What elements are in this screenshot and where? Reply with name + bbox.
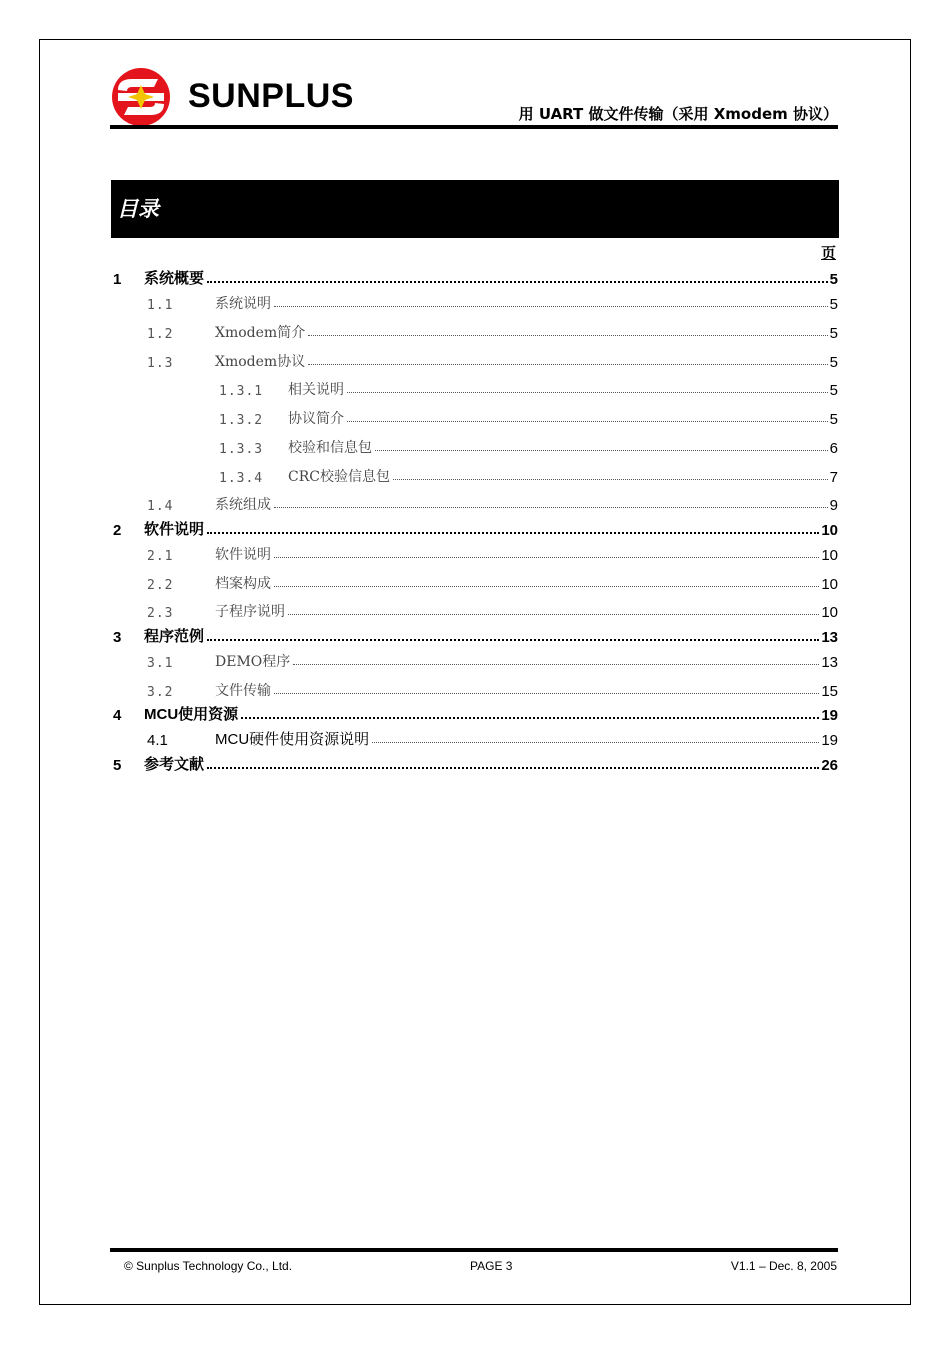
toc-leader-dots xyxy=(207,767,819,769)
toc-entry-page: 5 xyxy=(829,296,838,313)
toc-entry[interactable] xyxy=(147,571,838,593)
toc-entry-label: 子程序说明 xyxy=(215,604,285,620)
toc-entry-number: 4 xyxy=(113,707,122,724)
footer-copyright: © Sunplus Technology Co., Ltd. xyxy=(124,1259,293,1273)
toc-entry[interactable] xyxy=(147,492,838,514)
toc-entry-number: 1.3.2 xyxy=(219,413,264,428)
toc-leader-dots xyxy=(293,664,819,665)
toc-entry-label: Xmodem简介 xyxy=(215,325,306,341)
header-divider xyxy=(110,125,838,129)
toc-entry-number: 1.3.3 xyxy=(219,442,264,457)
toc-entry[interactable] xyxy=(147,349,838,371)
toc-entry[interactable] xyxy=(219,406,838,428)
toc-entry-page: 5 xyxy=(829,325,838,342)
toc-entry-label: 系统说明 xyxy=(215,296,271,312)
toc-leader-dots xyxy=(372,742,819,743)
toc-entry-page: 26 xyxy=(821,757,838,774)
toc-entry-page: 5 xyxy=(829,382,838,399)
page-column-label: 页 xyxy=(820,244,836,262)
toc-entry-page: 13 xyxy=(821,629,838,646)
toc-leader-dots xyxy=(308,335,827,336)
toc-leader-dots xyxy=(274,306,828,307)
toc-entry-number: 3.2 xyxy=(147,685,174,700)
toc-entry-label: CRC校验信息包 xyxy=(288,469,390,485)
toc-entry-number: 1.2 xyxy=(147,327,174,342)
toc-entry-number: 1.1 xyxy=(147,298,174,313)
toc-entry-label: 档案构成 xyxy=(215,576,271,592)
sunplus-logo-icon xyxy=(110,67,172,127)
toc-entry-page: 10 xyxy=(821,576,838,593)
brand-name: SUNPLUS xyxy=(188,77,354,115)
toc-entry-label: 系统概要 xyxy=(144,270,205,287)
toc-entry-number: 4.1 xyxy=(147,732,168,749)
toc-leader-dots xyxy=(347,421,828,422)
toc-leader-dots xyxy=(241,717,819,719)
toc-entry-label: MCU硬件使用资源说明 xyxy=(215,731,370,748)
toc-entry[interactable] xyxy=(147,542,838,564)
toc-entry-page: 15 xyxy=(821,683,838,700)
toc-entry-number: 2.3 xyxy=(147,606,174,621)
toc-entry-label: 校验和信息包 xyxy=(288,440,372,456)
toc-entry-page: 6 xyxy=(829,440,838,457)
toc-heading: 目录 xyxy=(117,197,159,221)
document-title: 用 UART 做文件传输（采用 Xmodem 协议） xyxy=(518,105,838,123)
toc-entry[interactable] xyxy=(147,291,838,313)
toc-entry-number: 2.2 xyxy=(147,578,174,593)
toc-leader-dots xyxy=(308,364,827,365)
toc-entry[interactable] xyxy=(219,435,838,457)
toc-leader-dots xyxy=(375,450,828,451)
toc-entry-page: 5 xyxy=(829,271,838,288)
toc-entry[interactable] xyxy=(147,599,838,621)
toc-entry[interactable] xyxy=(113,702,838,724)
toc-leader-dots xyxy=(347,392,828,393)
toc-entry[interactable] xyxy=(219,377,838,399)
toc-entry-page: 19 xyxy=(821,707,838,724)
toc-entry-page: 19 xyxy=(821,732,838,749)
toc-entry-number: 1 xyxy=(113,271,122,288)
toc-entry-number: 1.3.1 xyxy=(219,384,264,399)
toc-entry[interactable] xyxy=(219,464,838,486)
footer-divider xyxy=(110,1248,838,1252)
toc-entry-number: 2 xyxy=(113,522,122,539)
toc-entry-page: 9 xyxy=(829,497,838,514)
toc-entry[interactable] xyxy=(113,517,838,539)
toc-entry-number: 1.3 xyxy=(147,356,174,371)
toc-entry-number: 2.1 xyxy=(147,549,174,564)
footer-page-number: PAGE 3 xyxy=(470,1259,513,1273)
toc-entry[interactable] xyxy=(113,752,838,774)
toc-leader-dots xyxy=(274,693,819,694)
toc-entry-page: 13 xyxy=(821,654,838,671)
toc-entry-label: 参考文献 xyxy=(144,756,205,773)
toc-entry[interactable] xyxy=(113,624,838,646)
toc-entry-number: 1.3.4 xyxy=(219,471,264,486)
toc-entry[interactable] xyxy=(113,266,838,288)
footer-version: V1.1 – Dec. 8, 2005 xyxy=(730,1259,837,1273)
toc-entry-label: MCU使用资源 xyxy=(144,706,239,723)
toc-entry-label: 程序范例 xyxy=(144,628,205,645)
toc-entry[interactable] xyxy=(147,649,838,671)
toc-entry-page: 10 xyxy=(821,547,838,564)
toc-entry-page: 5 xyxy=(829,411,838,428)
toc-leader-dots xyxy=(274,557,819,558)
toc-entry-number: 3.1 xyxy=(147,656,174,671)
toc-entry-page: 10 xyxy=(821,522,838,539)
toc-entry-label: 软件说明 xyxy=(215,547,271,563)
toc-entry-label: 系统组成 xyxy=(215,497,271,513)
toc-leader-dots xyxy=(274,586,819,587)
toc-leader-dots xyxy=(288,614,819,615)
toc-entry-label: 协议简介 xyxy=(288,411,344,427)
toc-entry-page: 7 xyxy=(829,469,838,486)
toc-entry-label: Xmodem协议 xyxy=(215,354,306,370)
toc-entry-number: 1.4 xyxy=(147,499,174,514)
toc-leader-dots xyxy=(207,532,819,534)
toc-entry-label: 软件说明 xyxy=(144,521,205,538)
toc-leader-dots xyxy=(207,281,828,283)
toc-heading-banner xyxy=(111,180,839,238)
toc-entry[interactable] xyxy=(147,727,838,749)
toc-entry-page: 10 xyxy=(821,604,838,621)
toc-leader-dots xyxy=(207,639,819,641)
toc-leader-dots xyxy=(274,507,828,508)
toc-entry-number: 5 xyxy=(113,757,122,774)
toc-entry[interactable] xyxy=(147,320,838,342)
toc-entry[interactable] xyxy=(147,678,838,700)
toc-leader-dots xyxy=(393,479,828,480)
toc-entry-label: 相关说明 xyxy=(288,382,344,398)
toc-entry-label: DEMO程序 xyxy=(215,654,291,670)
toc-entry-page: 5 xyxy=(829,354,838,371)
toc-entry-label: 文件传输 xyxy=(215,683,271,699)
toc-entry-number: 3 xyxy=(113,629,122,646)
